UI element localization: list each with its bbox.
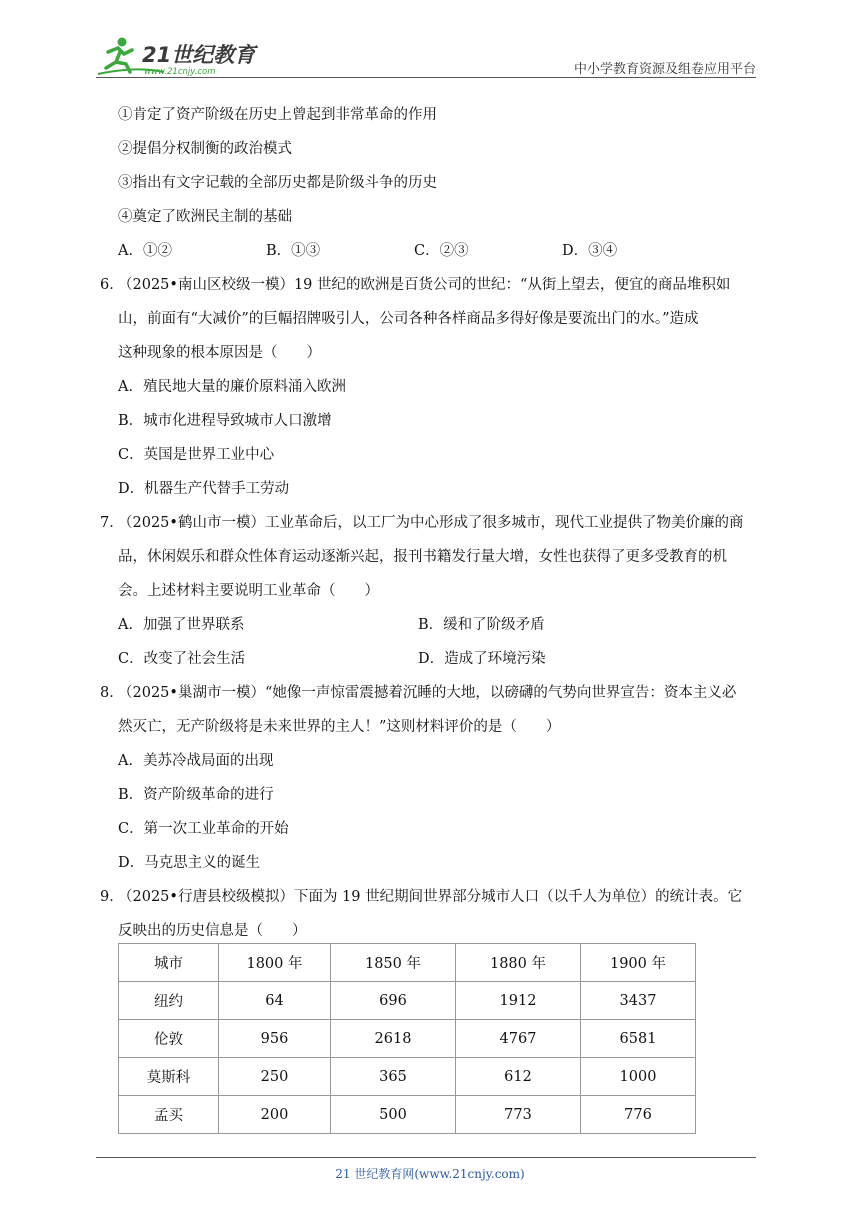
q6-option-c[interactable]: C．英国是世界工业中心 — [118, 447, 275, 463]
q5-option-c[interactable]: C．②③ — [414, 243, 469, 259]
q8-stem-text-1: （2025•巢湖市一模）“她像一声惊雷震撼着沉睡的大地，以磅礴的气势向世界宣告：资本主义必 — [118, 685, 737, 701]
q6-stem-line-1 — [100, 268, 760, 302]
q8-option-d[interactable]: D．马克思主义的诞生 — [118, 855, 261, 871]
q8-number: 8． — [100, 685, 124, 701]
q9-stem-line-1 — [100, 880, 760, 914]
q7-option-a[interactable]: A．加强了世界联系 — [118, 617, 245, 633]
table-cell: 1912 — [456, 982, 581, 1020]
q7-options-row-2 — [100, 642, 760, 676]
table-cell: 773 — [456, 1096, 581, 1134]
page-footer[interactable]: 21 世纪教育网(www.21cnjy.com) — [335, 1167, 525, 1181]
table-cell: 64 — [219, 982, 331, 1020]
footer-divider — [96, 1157, 756, 1158]
q6-stem-line-3: 这种现象的根本原因是（ ） — [118, 345, 321, 361]
table-cell: 伦敦 — [119, 1020, 219, 1058]
table-header-cell: 1850 年 — [331, 944, 456, 982]
platform-name: 中小学教育资源及组卷应用平台 — [573, 62, 756, 77]
table-cell: 4767 — [456, 1020, 581, 1058]
q8-stem-line-2: 然灭亡，无产阶级将是未来世界的主人！”这则材料评价的是（ ） — [118, 719, 561, 735]
q6-option-a[interactable]: A．殖民地大量的廉价原料涌入欧洲 — [118, 379, 346, 395]
city-population-table — [118, 943, 696, 1134]
q7-option-d[interactable]: D．造成了环境污染 — [418, 651, 546, 667]
header-divider — [96, 77, 756, 78]
table-cell: 956 — [219, 1020, 331, 1058]
q9-stem-text-1: （2025•行唐县校级模拟）下面为 19 世纪期间世界部分城市人口（以千人为单位）的统计表。它 — [118, 889, 743, 905]
q8-option-c[interactable]: C．第一次工业革命的开始 — [118, 821, 289, 837]
q5-option-d[interactable]: D．③④ — [562, 243, 618, 259]
q5-options — [100, 234, 760, 268]
q7-options-row-1 — [100, 608, 760, 642]
table-header-cell: 1900 年 — [581, 944, 696, 982]
q8-stem-line-1 — [100, 676, 760, 710]
q6-stem-text-1: （2025•南山区校级一模）19 世纪的欧洲是百货公司的世纪：“从街上望去，便宜的商品堆积如 — [118, 277, 731, 293]
q9-stem-line-2: 反映出的历史信息是（ ） — [118, 923, 307, 939]
table-cell: 776 — [581, 1096, 696, 1134]
table-row — [119, 1096, 696, 1134]
table-cell: 3437 — [581, 982, 696, 1020]
q6-stem-line-2: 山，前面有“大减价”的巨幅招牌吸引人，公司各种各样商品多得好像是要流出门的水。”造成 — [118, 311, 699, 327]
q9-number: 9． — [100, 889, 124, 905]
table-cell: 696 — [331, 982, 456, 1020]
table-header-cell: 城市 — [119, 944, 219, 982]
q7-stem-line-2: 品，休闲娱乐和群众性体育运动逐渐兴起，报刊书籍发行量大增，女性也获得了更多受教育的机 — [118, 549, 727, 565]
q7-option-b[interactable]: B．缓和了阶级矛盾 — [418, 617, 545, 633]
q7-stem-text-1: （2025•鹤山市一模）工业革命后，以工厂为中心形成了很多城市，现代工业提供了物美价廉的商 — [118, 515, 744, 531]
q5-option-b[interactable]: B．①③ — [266, 243, 321, 259]
q5-option-a[interactable]: A．①② — [118, 243, 172, 259]
table-cell: 500 — [331, 1096, 456, 1134]
table-row — [119, 982, 696, 1020]
page-header — [0, 0, 860, 82]
q8-option-b[interactable]: B．资产阶级革命的进行 — [118, 787, 274, 803]
q7-option-c[interactable]: C．改变了社会生活 — [118, 651, 246, 667]
q5-statement-4: ④奠定了欧洲民主制的基础 — [118, 209, 292, 225]
q6-number: 6． — [100, 277, 124, 293]
table-row — [119, 1058, 696, 1096]
q5-statement-1: ①肯定了资产阶级在历史上曾起到非常革命的作用 — [118, 107, 437, 123]
table-cell: 612 — [456, 1058, 581, 1096]
q6-option-b[interactable]: B．城市化进程导致城市人口激增 — [118, 413, 332, 429]
q7-number: 7． — [100, 515, 124, 531]
q5-statement-2: ②提倡分权制衡的政治模式 — [118, 141, 292, 157]
q6-option-d[interactable]: D．机器生产代替手工劳动 — [118, 481, 290, 497]
table-header-cell: 1800 年 — [219, 944, 331, 982]
table-cell: 200 — [219, 1096, 331, 1134]
table-cell: 1000 — [581, 1058, 696, 1096]
table-row — [119, 1020, 696, 1058]
svg-text:21世纪教育: 21世纪教育 — [142, 43, 256, 67]
table-cell: 6581 — [581, 1020, 696, 1058]
q7-stem-line-1 — [100, 506, 760, 540]
table-cell: 250 — [219, 1058, 331, 1096]
q8-option-a[interactable]: A．美苏冷战局面的出现 — [118, 753, 274, 769]
table-header-cell: 1880 年 — [456, 944, 581, 982]
site-logo — [94, 34, 274, 78]
svg-text:www.21cnjy.com: www.21cnjy.com — [144, 67, 216, 77]
table-cell: 莫斯科 — [119, 1058, 219, 1096]
table-cell: 2618 — [331, 1020, 456, 1058]
q5-statement-3: ③指出有文字记载的全部历史都是阶级斗争的历史 — [118, 175, 437, 191]
table-cell: 365 — [331, 1058, 456, 1096]
table-cell: 孟买 — [119, 1096, 219, 1134]
question-content — [100, 98, 760, 948]
q7-stem-line-3: 会。上述材料主要说明工业革命（ ） — [118, 583, 379, 599]
table-header-row — [119, 944, 696, 982]
table-cell: 纽约 — [119, 982, 219, 1020]
